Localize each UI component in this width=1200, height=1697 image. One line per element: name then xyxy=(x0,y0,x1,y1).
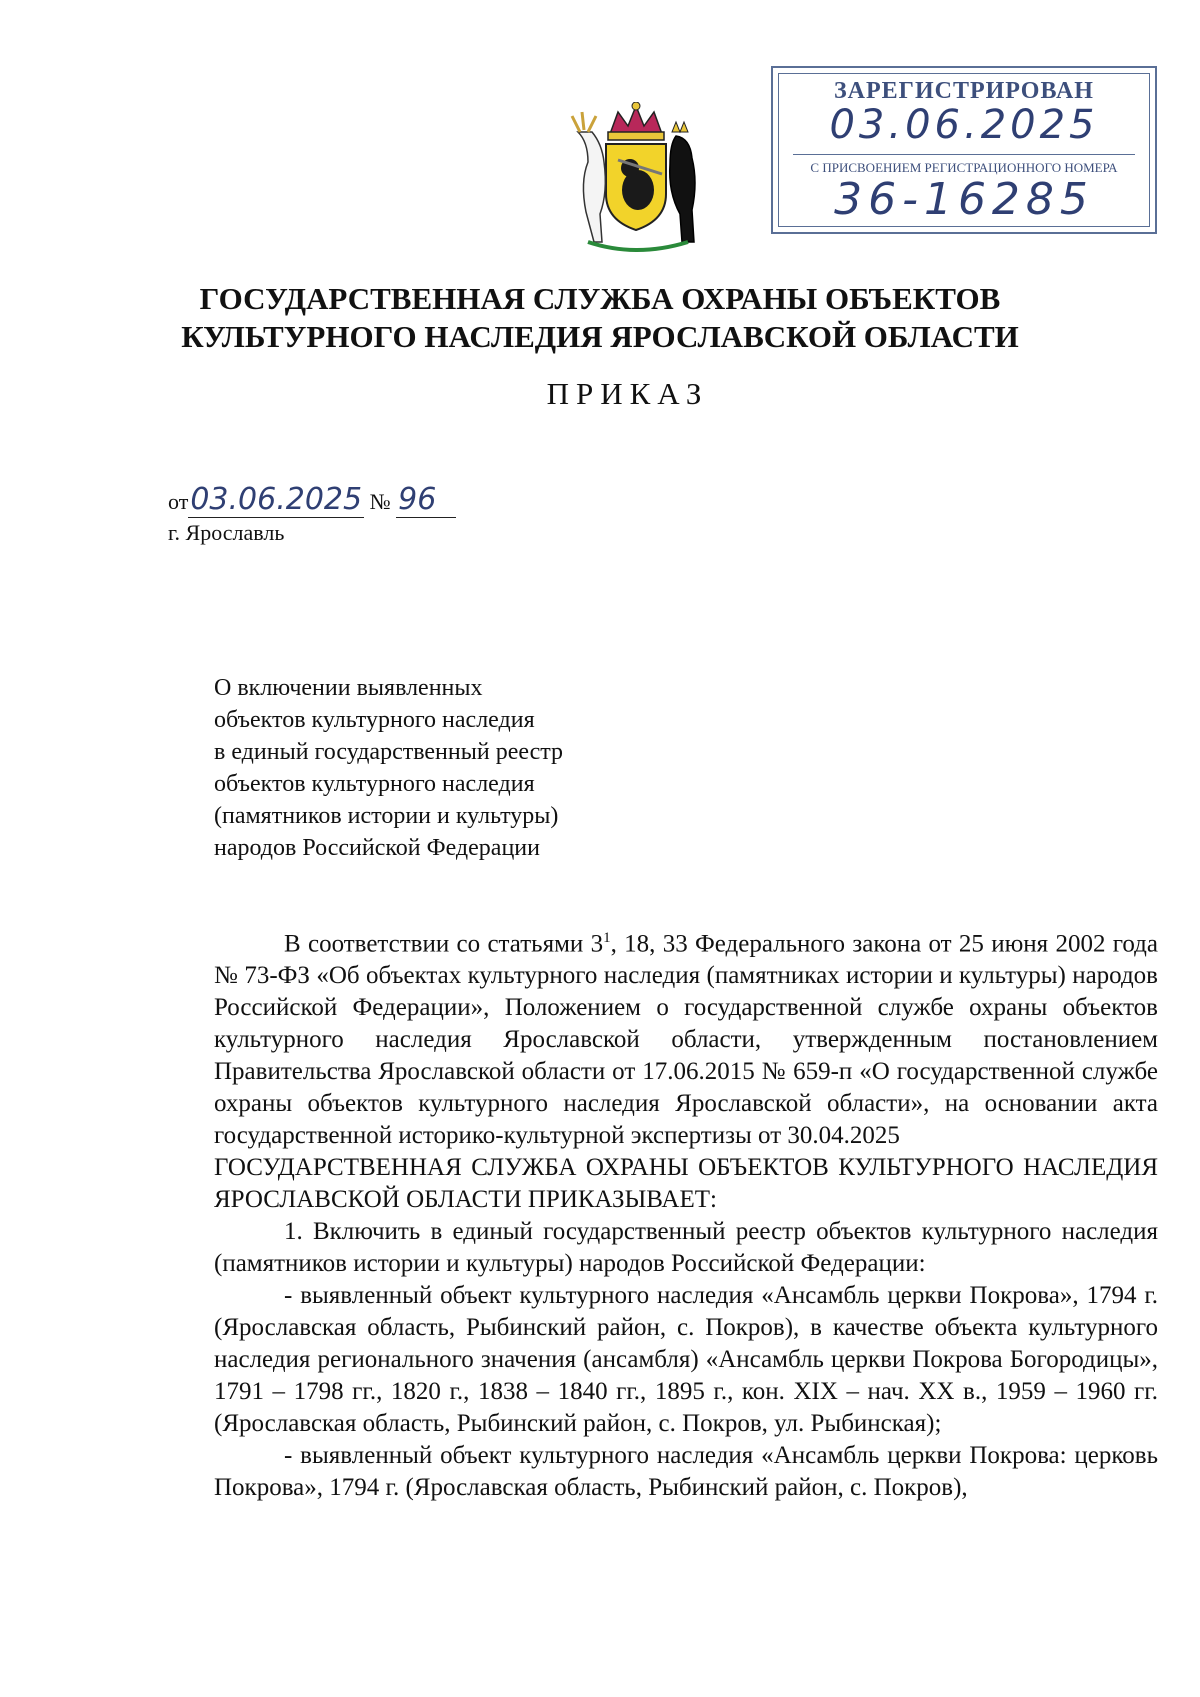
list-item: - выявленный объект культурного наследия «Ансамбль церкви Покрова», 1794 г. (Ярославская область, Рыбинский район, с. Покров), в качестве объекта культурного наследия регионального значения (ансамбля) «Ансамбль церкви Покрова Богородицы», 1791 – 1798 гг., 1820 г., 1838 – 1840 гг., 1895 г., кон. XIX – нач. XX в., 1959 – 1960 гг. (Ярославская область, Рыбинский район, с. Покров, ул. Рыбинская); xyxy=(214,1282,1158,1438)
order-date-line xyxy=(168,482,456,518)
number-label: № xyxy=(369,489,391,514)
subject-line: О включении выявленных xyxy=(214,675,483,701)
from-label: от xyxy=(168,489,189,514)
stamp-title: ЗАРЕГИСТРИРОВАН xyxy=(834,78,1094,104)
list-item: - выявленный объект культурного наследия «Ансамбль церкви Покрова: церковь Покрова», 1794 г. (Ярославская область, Рыбинский район, с. Покров), xyxy=(214,1442,1158,1502)
city: г. Ярославль xyxy=(168,520,285,545)
subject-line: народов Российской Федерации xyxy=(214,835,540,861)
order-number: 96 xyxy=(398,482,437,517)
org-line-1: ГОСУДАРСТВЕННАЯ СЛУЖБА ОХРАНЫ ОБЪЕКТОВ xyxy=(199,281,1001,316)
subject-line: объектов культурного наследия xyxy=(214,707,535,733)
subject-line: в единый государственный реестр xyxy=(214,739,564,765)
order-body xyxy=(214,922,1158,1504)
registration-stamp xyxy=(771,66,1157,234)
item-1-paragraph: 1. Включить в единый государственный реестр объектов культурного наследия (памятников истории и культуры) народов Российской Федерации: xyxy=(214,1218,1158,1278)
coat-of-arms-icon xyxy=(558,102,714,254)
stamp-subtitle: С ПРИСВОЕНИЕМ РЕГИСТРАЦИОННОГО НОМЕРА xyxy=(810,160,1118,175)
stamp-registration-number: 36-16285 xyxy=(834,174,1094,225)
stamp-divider xyxy=(793,154,1135,155)
subject-line: объектов культурного наследия xyxy=(214,771,535,797)
order-subject xyxy=(214,672,563,864)
organization-name xyxy=(0,280,1200,356)
document-type: ПРИКАЗ xyxy=(546,376,709,411)
preamble-paragraph: В соответствии со статьями $3^1$, 18, 33 Федерального закона от 25 июня 2002 года № 73-ФЗ «Об объектах культурного наследия (памятниках истории и культуры) народов Российской Федерации», Положением о государственной службе охраны объектов культурного наследия Ярославской области, утвержденным постановлением Правительства Ярославской области от 17.06.2015 № 659-п «О государственной службе охраны объектов культурного наследия Ярославской области», на основании акта государственной историко-культурной экспертизы от 30.04.2025 xyxy=(214,930,1158,1150)
org-line-2: КУЛЬТУРНОГО НАСЛЕДИЯ ЯРОСЛАВСКОЙ ОБЛАСТИ xyxy=(181,319,1019,354)
order-date: 03.06.2025 xyxy=(190,482,363,517)
decree-paragraph: ГОСУДАРСТВЕННАЯ СЛУЖБА ОХРАНЫ ОБЪЕКТОВ КУЛЬТУРНОГО НАСЛЕДИЯ ЯРОСЛАВСКОЙ ОБЛАСТИ ПРИКАЗЫВАЕТ: xyxy=(214,1154,1158,1214)
stamp-date: 03.06.2025 xyxy=(829,102,1099,148)
subject-line: (памятников истории и культуры) xyxy=(214,803,559,829)
